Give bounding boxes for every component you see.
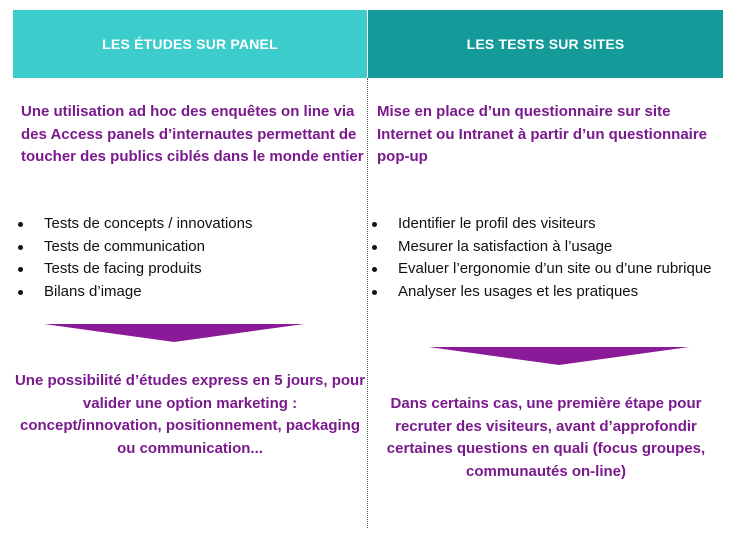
list-item: Analyser les usages et les pratiques: [371, 281, 716, 304]
list-item: Evaluer l’ergonomie d’un site ou d’une rubrique: [371, 258, 716, 281]
list-item: Tests de concepts / innovations: [17, 213, 362, 236]
column-divider: [367, 78, 368, 528]
down-arrow-right: [429, 347, 689, 365]
site-tests-header-label: LES TESTS SUR SITES: [466, 36, 625, 52]
list-item: Tests de communication: [17, 236, 362, 259]
panel-studies-header-label: LES ÉTUDES SUR PANEL: [102, 36, 278, 52]
panel-studies-bullet-list: [17, 213, 362, 303]
site-tests-intro: Mise en place d’un questionnaire sur site Internet ou Intranet à partir d’un questionnaire pop-up: [377, 103, 708, 165]
panel-studies-conclusion: Une possibilité d’études express en 5 jours, pour valider une option marketing : concept/innovation, positionnement, packaging ou communication...: [14, 372, 366, 457]
panel-studies-intro: Une utilisation ad hoc des enquêtes on line via des Access panels d’internautes permettant de toucher des publics ciblés dans le monde entier: [21, 103, 364, 165]
site-tests-header: [368, 10, 723, 78]
panel-studies-header: [13, 10, 367, 78]
site-tests-bullet-list: [371, 213, 716, 303]
list-item: Tests de facing produits: [17, 258, 362, 281]
list-item: Identifier le profil des visiteurs: [371, 213, 716, 236]
down-arrow-left: [44, 324, 304, 342]
site-tests-conclusion: Dans certains cas, une première étape pour recruter des visiteurs, avant d’approfondir certaines questions en quali (focus groupes, communautés on-line): [386, 395, 706, 480]
list-item: Bilans d’image: [17, 281, 362, 304]
list-item: Mesurer la satisfaction à l’usage: [371, 236, 716, 259]
